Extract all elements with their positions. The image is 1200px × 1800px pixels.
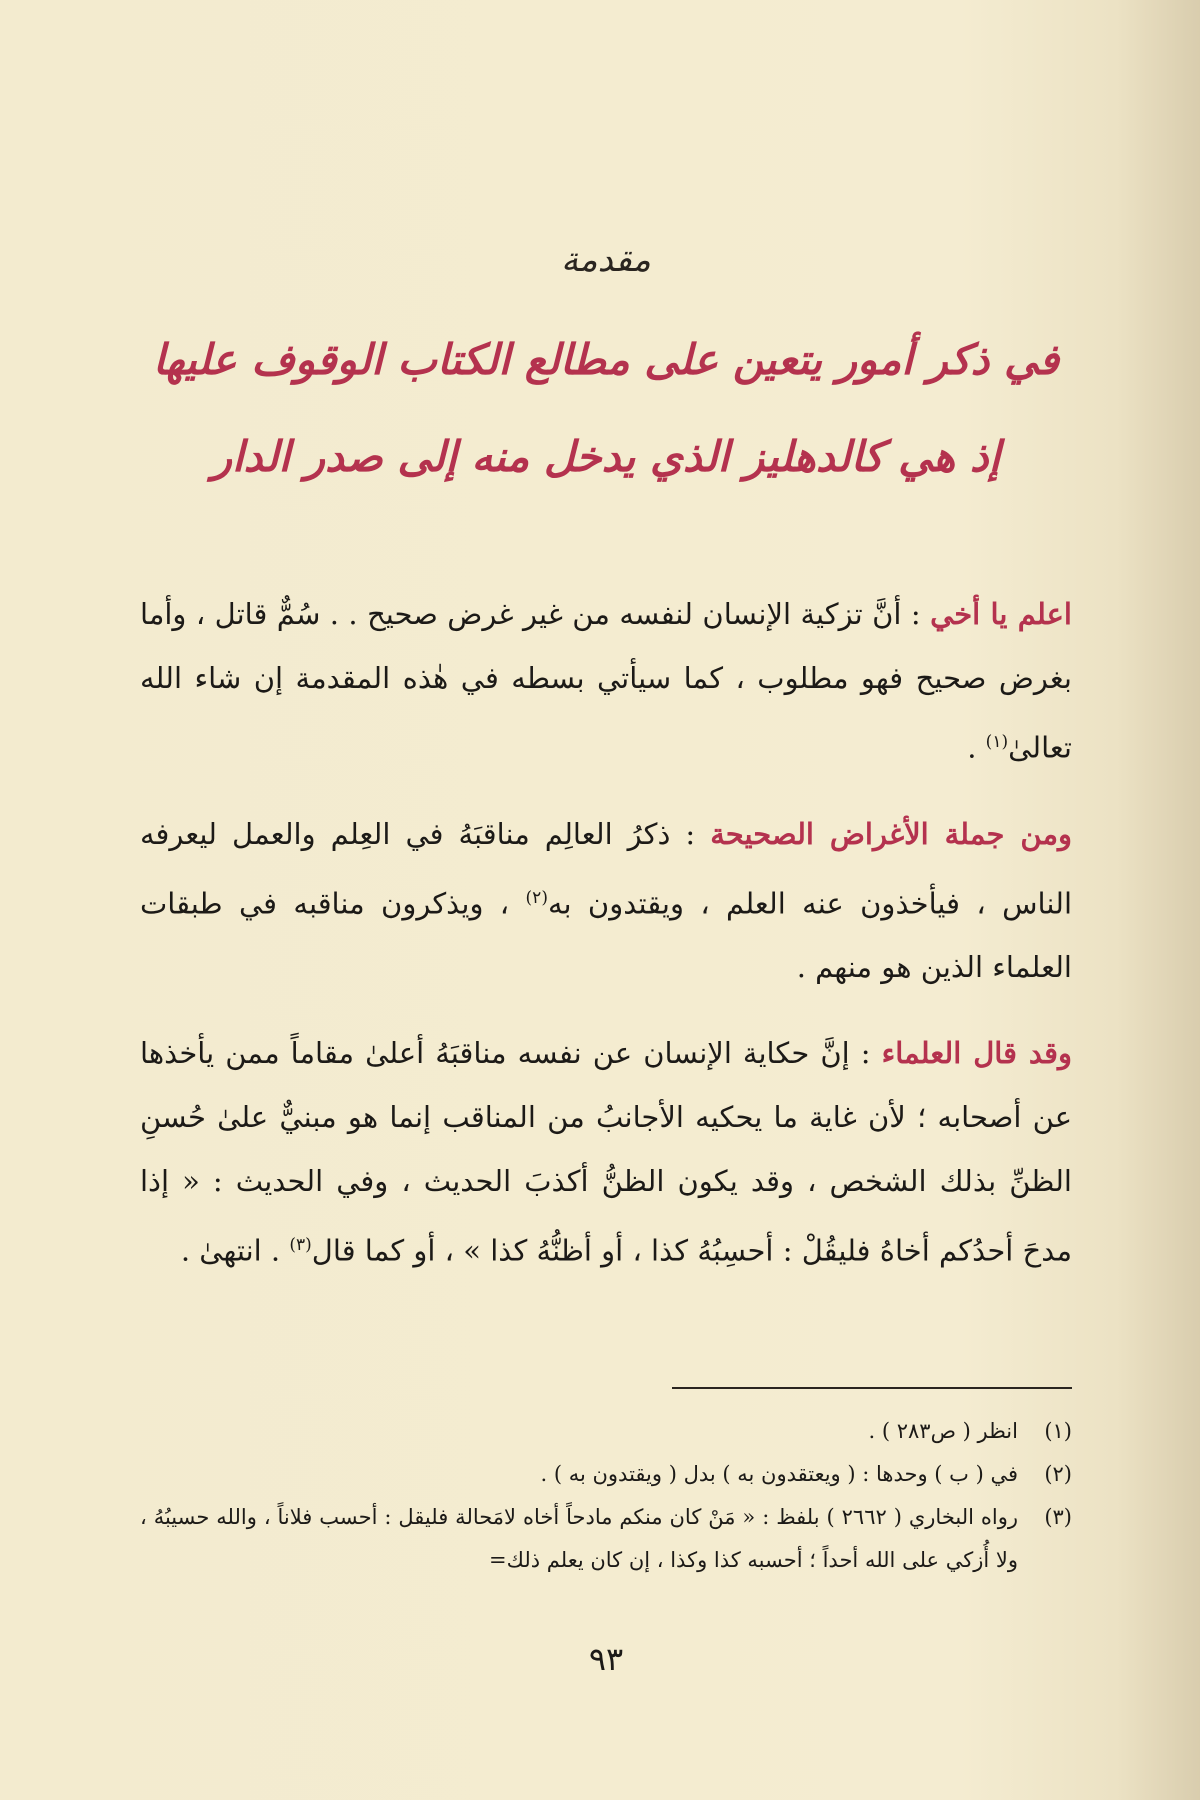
footnote-number: (١) [1044,1419,1072,1443]
paragraph-end: . انتهىٰ . [180,1233,290,1268]
paragraph-text: : أنَّ تزكية الإنسان لنفسه من غير غرض صحيح . . سُمٌّ قاتل ، وأما بغرض صحيح فهو مطلوب ، كما سيأتي بسطه في هٰذه المقدمة إن شاء الله تعالىٰ [140,597,1072,765]
paragraph-lead: ومن جملة الأغراض الصحيحة [710,816,1072,851]
paragraph-text: : ذكرُ العالِم مناقبَهُ في العِلم والعمل ليعرفه الناس ، فيأخذون عنه العلم ، ويقتدون به [140,816,1073,921]
paragraph-lead: اعلم يا أخي [930,597,1072,631]
paragraph-text: : إنَّ حكاية الإنسان عن نفسه مناقبَهُ أعلىٰ مقاماً ممن يأخذها عن أصحابه ؛ لأن غاية ما يحكيه الأجانبُ من المناقب إنما هو مبنيٌّ علىٰ حُسنِ الظنِّ بذلك الشخص ، وقد يكون الظنُّ أكذبَ الحديث ، وفي الحديث : « إذا مدحَ أحدُكم أخاهُ فليقُلْ : أحسِبُهُ كذا ، أو أظنُّهُ كذا » ، أو كما قال [140,1036,1072,1268]
paragraph-lead: وقد قال العلماء [881,1036,1072,1071]
footnote-ref[interactable]: (١) [985,732,1009,752]
paragraph-end: ، ويذكرون مناقبه في طبقات العلماء الذين هو منهم . [140,886,1072,985]
footnote-text: انظر ( ص٢٨٣ ) . [868,1419,1018,1443]
page-number: ٩٣ [588,1640,624,1678]
footnote-text: في ( ب ) وحدها : ( ويعتقدون به ) بدل ( ويقتدون به ) . [540,1462,1018,1486]
footnote-number: (٣) [1044,1505,1072,1529]
footnote-number: (٢) [1044,1462,1072,1486]
footnote-ref[interactable]: (٣) [289,1235,312,1256]
section-title-line-2: إذ هي كالدهليز الذي يدخل منه إلى صدر الدار [211,432,1001,481]
section-heading: مقدمة [561,240,651,280]
footnote-text: رواه البخاري ( ٢٦٦٢ ) بلفظ : « مَنْ كان منكم مادحاً أخاه لامَحالة فليقل : أحسب فلاناً ، والله حسيبُهُ ، ولا أُزكي على الله أحداً ؛ أحسبه كذا وكذا ، إن كان يعلم ذلك= [140,1505,1019,1572]
paragraph-end: . [967,730,986,765]
page-footer [140,0,1072,1800]
section-title-line-1: في ذكر أمور يتعين على مطالع الكتاب الوقوف عليها [152,335,1060,384]
footnote-ref[interactable]: (٢) [525,887,548,908]
